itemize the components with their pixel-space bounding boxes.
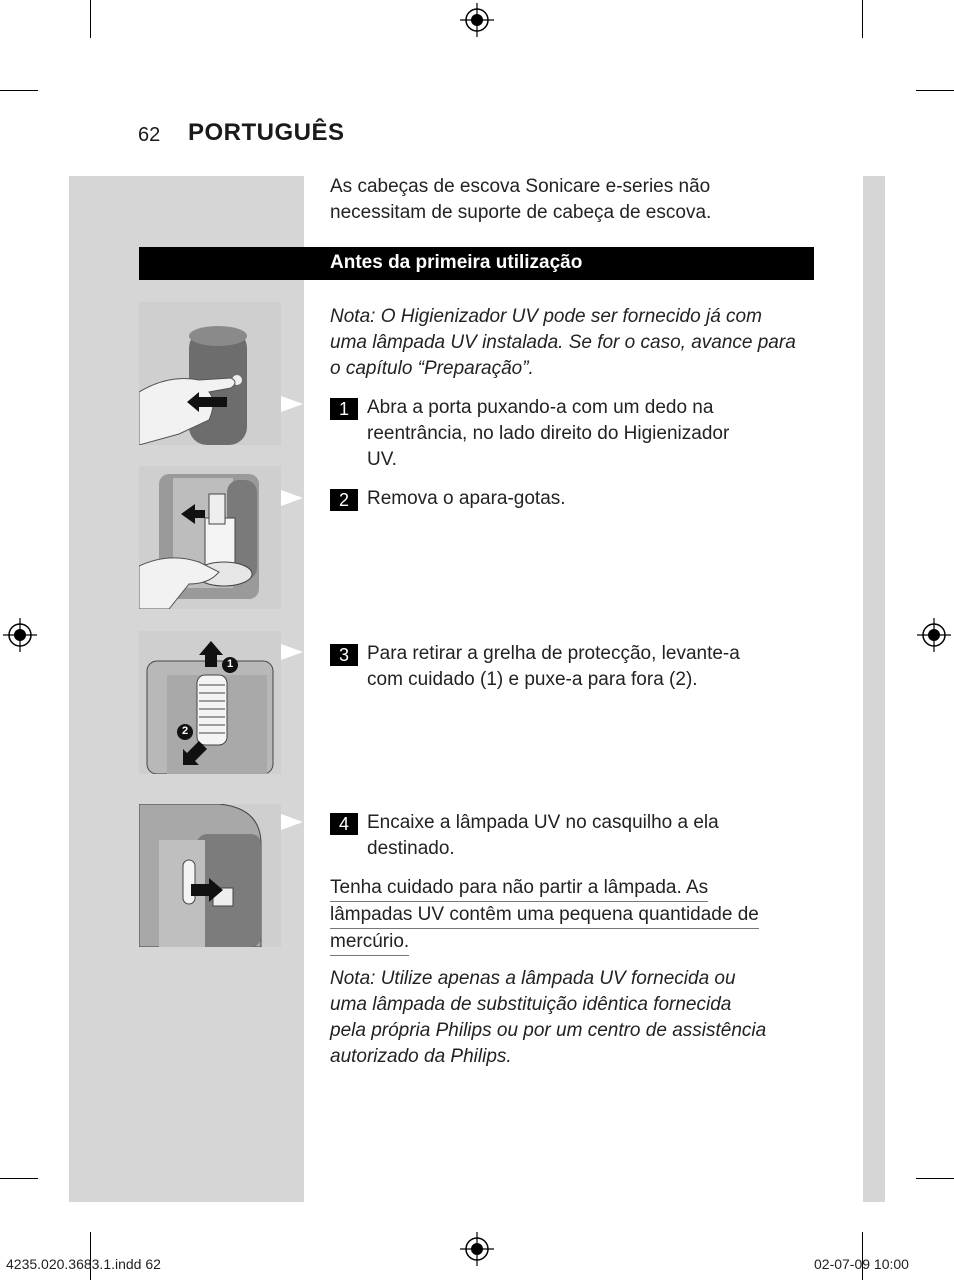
step-line: Abra a porta puxando-a com um dedo na	[367, 397, 714, 418]
step-2	[330, 486, 800, 512]
note-lamp	[330, 966, 820, 1070]
illustration-insert-lamp	[139, 804, 281, 947]
note-line: o capítulo “Preparação”.	[330, 358, 534, 379]
step-1	[330, 395, 800, 473]
footer-file-info: 4235.020.3683.1.indd 62	[6, 1256, 161, 1272]
registration-mark-icon	[917, 618, 951, 652]
step-3	[330, 641, 800, 693]
step-line: UV.	[367, 449, 397, 470]
note-line: uma lâmpada de substituição idêntica fornecida	[330, 994, 732, 1015]
step-number: 2	[330, 489, 358, 511]
intro-line: necessitam de suporte de cabeça de escova.	[330, 202, 712, 223]
warning-paragraph	[330, 875, 810, 956]
note-line: Nota: O Higienizador UV pode ser fornecido já com	[330, 306, 762, 327]
crop-mark	[862, 0, 863, 38]
note-line: pela própria Philips ou por um centro de assistência	[330, 1020, 767, 1041]
crop-mark	[90, 0, 91, 38]
crop-mark	[0, 90, 38, 91]
right-margin-band	[863, 176, 885, 1202]
step-line: destinado.	[367, 838, 455, 859]
step-line: com cuidado (1) e puxe-a para fora (2).	[367, 669, 698, 690]
callout-pointer	[281, 490, 303, 506]
warning-line: Tenha cuidado para não partir a lâmpada. As	[330, 875, 708, 902]
crop-mark	[916, 90, 954, 91]
callout-label: 2	[181, 725, 189, 737]
illustration-remove-grille	[139, 631, 281, 774]
note-line: autorizado da Philips.	[330, 1046, 512, 1067]
section-heading-bar	[139, 247, 814, 280]
intro-paragraph	[330, 174, 810, 226]
callout-pointer	[281, 814, 303, 830]
warning-line: lâmpadas UV contêm uma pequena quantidade de	[330, 902, 759, 929]
crop-mark	[916, 1178, 954, 1179]
step-4	[330, 810, 800, 862]
note-line: uma lâmpada UV instalada. Se for o caso, avance para	[330, 332, 796, 353]
page-language-title: PORTUGUÊS	[188, 119, 345, 146]
callout-pointer	[281, 644, 303, 660]
crop-mark	[0, 1178, 38, 1179]
step-line: reentrância, no lado direito do Higienizador	[367, 423, 730, 444]
note-preparation	[330, 304, 820, 382]
step-line: Remova o apara-gotas.	[367, 488, 566, 509]
step-number: 3	[330, 644, 358, 666]
registration-mark-icon	[3, 618, 37, 652]
illustration-open-door	[139, 302, 281, 445]
step-line: Para retirar a grelha de protecção, levante-a	[367, 643, 740, 664]
registration-mark-icon	[460, 3, 494, 37]
callout-label: 1	[226, 658, 234, 670]
step-number: 1	[330, 398, 358, 420]
registration-mark-icon	[460, 1232, 494, 1266]
illustration-remove-drip-tray	[139, 466, 281, 609]
callout-pointer	[281, 396, 303, 412]
note-line: Nota: Utilize apenas a lâmpada UV fornecida ou	[330, 968, 736, 989]
section-heading: Antes da primeira utilização	[330, 252, 583, 273]
step-line: Encaixe a lâmpada UV no casquilho a ela	[367, 812, 719, 833]
page-number: 62	[138, 124, 161, 146]
footer-datetime: 02-07-09 10:00	[814, 1256, 909, 1272]
step-number: 4	[330, 813, 358, 835]
intro-line: As cabeças de escova Sonicare e-series não	[330, 176, 711, 197]
warning-line: mercúrio.	[330, 929, 409, 956]
